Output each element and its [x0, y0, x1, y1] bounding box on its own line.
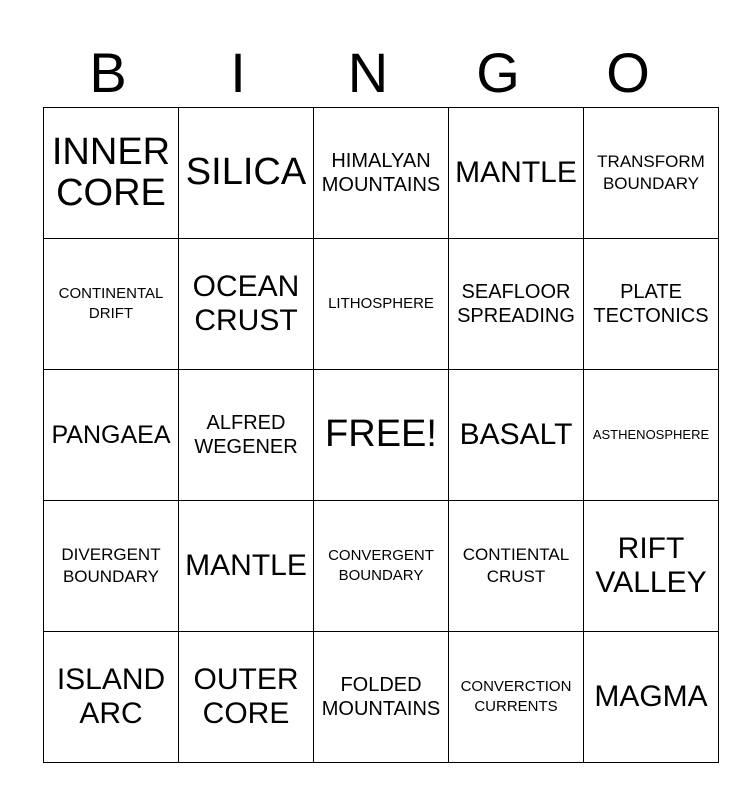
bingo-cell[interactable]: PANGAEA	[44, 370, 179, 501]
header-letter-o: O	[606, 41, 650, 104]
header-letter-n: N	[347, 41, 389, 104]
bingo-cell[interactable]: PLATE TECTONICS	[584, 239, 719, 370]
bingo-header	[43, 40, 693, 106]
bingo-cell[interactable]: OUTER CORE	[179, 632, 314, 763]
board-row	[44, 501, 719, 632]
board-row	[44, 239, 719, 370]
bingo-cell[interactable]: MAGMA	[584, 632, 719, 763]
bingo-cell[interactable]: CONTIENTAL CRUST	[449, 501, 584, 632]
bingo-cell[interactable]: FOLDED MOUNTAINS	[314, 632, 449, 763]
header-letter-i: I	[230, 41, 246, 104]
bingo-cell[interactable]: ASTHENOSPHERE	[584, 370, 719, 501]
bingo-board	[43, 107, 719, 763]
board-row	[44, 370, 719, 501]
bingo-cell[interactable]: DIVERGENT BOUNDARY	[44, 501, 179, 632]
bingo-cell[interactable]: CONTINENTAL DRIFT	[44, 239, 179, 370]
bingo-cell[interactable]: CONVERCTION CURRENTS	[449, 632, 584, 763]
bingo-cell[interactable]: SEAFLOOR SPREADING	[449, 239, 584, 370]
bingo-cell[interactable]: BASALT	[449, 370, 584, 501]
bingo-cell[interactable]: MANTLE	[179, 501, 314, 632]
bingo-cell[interactable]: OCEAN CRUST	[179, 239, 314, 370]
bingo-cell[interactable]: HIMALYAN MOUNTAINS	[314, 108, 449, 239]
bingo-cell[interactable]: SILICA	[179, 108, 314, 239]
board-row	[44, 108, 719, 239]
bingo-cell[interactable]: ISLAND ARC	[44, 632, 179, 763]
bingo-cell[interactable]: MANTLE	[449, 108, 584, 239]
bingo-cell[interactable]: CONVERGENT BOUNDARY	[314, 501, 449, 632]
bingo-cell[interactable]: ALFRED WEGENER	[179, 370, 314, 501]
header-letter-g: G	[476, 41, 520, 104]
free-space[interactable]: FREE!	[314, 370, 449, 501]
bingo-cell[interactable]: INNER CORE	[44, 108, 179, 239]
bingo-cell[interactable]: LITHOSPHERE	[314, 239, 449, 370]
bingo-cell[interactable]: RIFT VALLEY	[584, 501, 719, 632]
board-row	[44, 632, 719, 763]
bingo-cell[interactable]: TRANSFORM BOUNDARY	[584, 108, 719, 239]
header-letter-b: B	[89, 41, 127, 104]
